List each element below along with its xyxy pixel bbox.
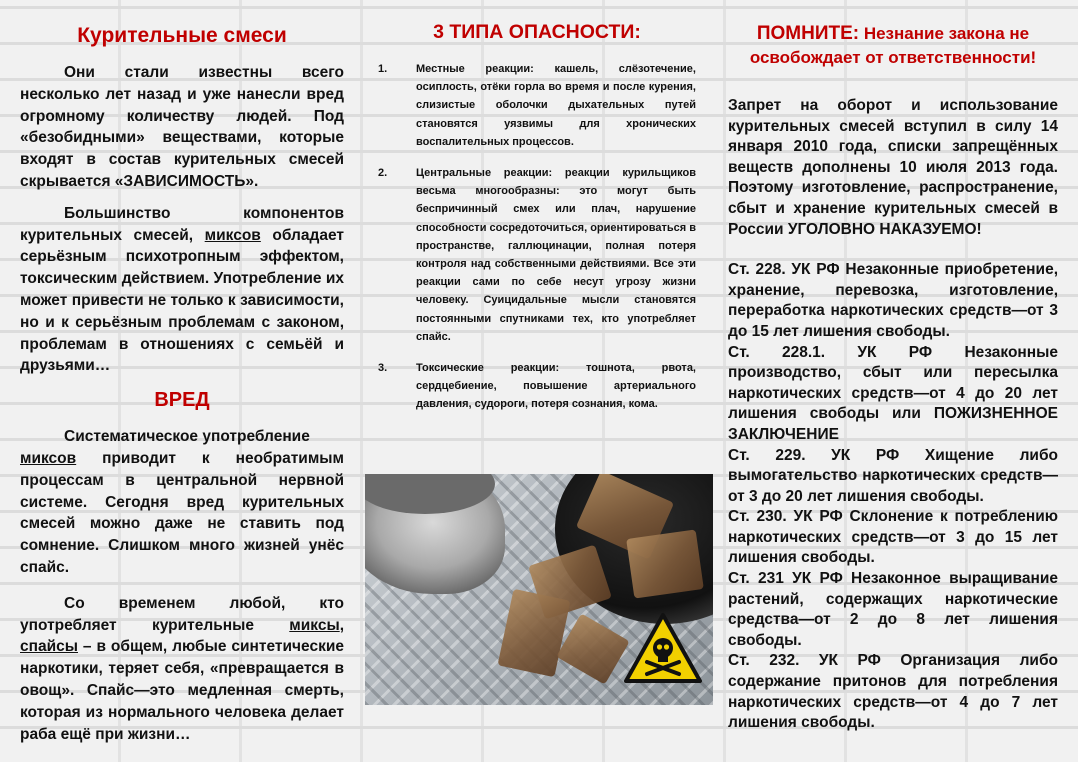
remember-heading: [728, 22, 1058, 70]
mixes-word: миксов: [204, 226, 261, 244]
remember-label: ПОМНИТЕ:: [756, 23, 860, 44]
components-text-b: обладает серьёзным психотропным эффектом, токсическим действием. Употребление их может привести не только к зависимости, но и к серьёзным проблемам с законом, проблемам в отношениях с семьёй и друзьями…: [20, 226, 344, 375]
remember-text: Незнание закона не освобождает от ответственности!: [749, 24, 1037, 67]
law-article: Ст. 230. УК РФ Склонение к потреблению наркотических средств—от 3 до 15 лет лишения свободы.: [728, 508, 1058, 567]
right-column: [728, 0, 1058, 734]
danger-types-heading: 3 ТИПА ОПАСНОСТИ:: [433, 21, 641, 43]
spices-word: спайсы: [20, 638, 78, 656]
item-text: Центральные реакции: реакции курильщиков весьма многообразны: это могут быть беспричинный смех или плач, нарушение способности сосредоточиться, ориентироваться в пространстве, галлюцинации, полная потеря контроля над собственными действиями. Все эти реакции сами по себе несут угрозу жизни человеку. Суицидальные мысли становятся постоянными спутниками тех, кто употребляет спайс.: [416, 167, 697, 343]
spice-photo: [365, 474, 713, 705]
harm-paragraph: [20, 426, 344, 579]
law-article: Ст. 231 УК РФ Незаконное выращивание растений, содержащих наркотические средства—от 2 до 8 лет лишения свободы.: [728, 570, 1058, 649]
ban-paragraph: Запрет на оборот и использование курительных смесей вступил в силу 14 января 2010 года, списки запрещённых веществ дополнены 10 июля 2013 года. Поэтому изготовление, распространение, сбыт и хранение курительных смесей в России УГОЛОВНО НАКАЗУЕМО!: [728, 97, 1058, 238]
harm-heading: ВРЕД: [154, 389, 210, 412]
mixes-word-2: миксов: [20, 449, 77, 467]
item-text: Токсические реакции: тошнота, рвота, сердцебиение, повышение артериального давления, судороги, потеря сознания, кома.: [416, 362, 696, 411]
spice-pouch: [626, 529, 704, 598]
item-number: 1.: [378, 63, 388, 75]
law-article: Ст. 228.1. УК РФ Незаконные производство, сбыт или пересылка наркотических средств—от 4 до 20 лет лишения свободы или ПОЖИЗНЕННОЕ ЗАКЛЮЧЕНИЕ: [728, 343, 1058, 443]
middle-column: [378, 0, 696, 427]
item-number: 2.: [378, 167, 388, 180]
harm-text-b: приводит к необратимым процессам в центральной нервной системе. Сегодня вред курительных смесей можно даже не ставить под сомнение. Слишком много жизней унёс спайс.: [20, 449, 344, 576]
harm-text-a: Систематическое употребление: [64, 428, 310, 446]
item-number: 3.: [378, 362, 388, 375]
spice-text-c: – в общем, любые синтетические наркотики, теряет себя, «превращается в овощ». Спайс—это медленная смерть, которая из нормального человека делает раба ещё при жизни…: [20, 638, 344, 743]
spice-paragraph: [20, 593, 344, 746]
law-article: Ст. 229. УК РФ Хищение либо вымогательство наркотических средств—от 3 до 20 лет лишения свободы.: [728, 446, 1058, 505]
law-article: Ст. 228. УК РФ Незаконные приобретение, хранение, перевозка, изготовление, переработка наркотических средств—от 3 до 15 лет лишения свободы.: [728, 261, 1058, 340]
components-text-a: Большинство компонентов курительных смесей,: [20, 204, 344, 244]
law-article: Ст. 232. УК РФ Организация либо содержание притонов для потребления наркотических средств—от 4 до 7 лет лишения свободы.: [728, 652, 1058, 732]
toxic-warning-icon: [623, 612, 703, 684]
mixes-word-3: миксы: [289, 616, 340, 634]
danger-item: [378, 60, 696, 151]
spice-text-b: ,: [339, 616, 344, 634]
smoking-mixes-heading: Курительные смеси: [77, 24, 287, 47]
left-column: [20, 0, 344, 745]
spice-text-a: Со временем любой, кто употребляет курительные: [20, 594, 344, 634]
danger-item: [378, 164, 696, 346]
danger-item: [378, 359, 696, 414]
intro-paragraph: Они стали известны всего несколько лет назад и уже нанесли вред огромному количеству людей. Под «безобидными» веществами, которые входят в состав курительных смесей скрывается «ЗАВИСИМОСТЬ».: [20, 64, 344, 190]
item-text: Местные реакции: кашель, слёзотечение, осиплость, отёки горла во время и после курения, слизистые оболочки дыхательных путей становятся уязвимы для хронических воспалительных процессов.: [416, 63, 696, 148]
components-paragraph: [20, 203, 344, 377]
